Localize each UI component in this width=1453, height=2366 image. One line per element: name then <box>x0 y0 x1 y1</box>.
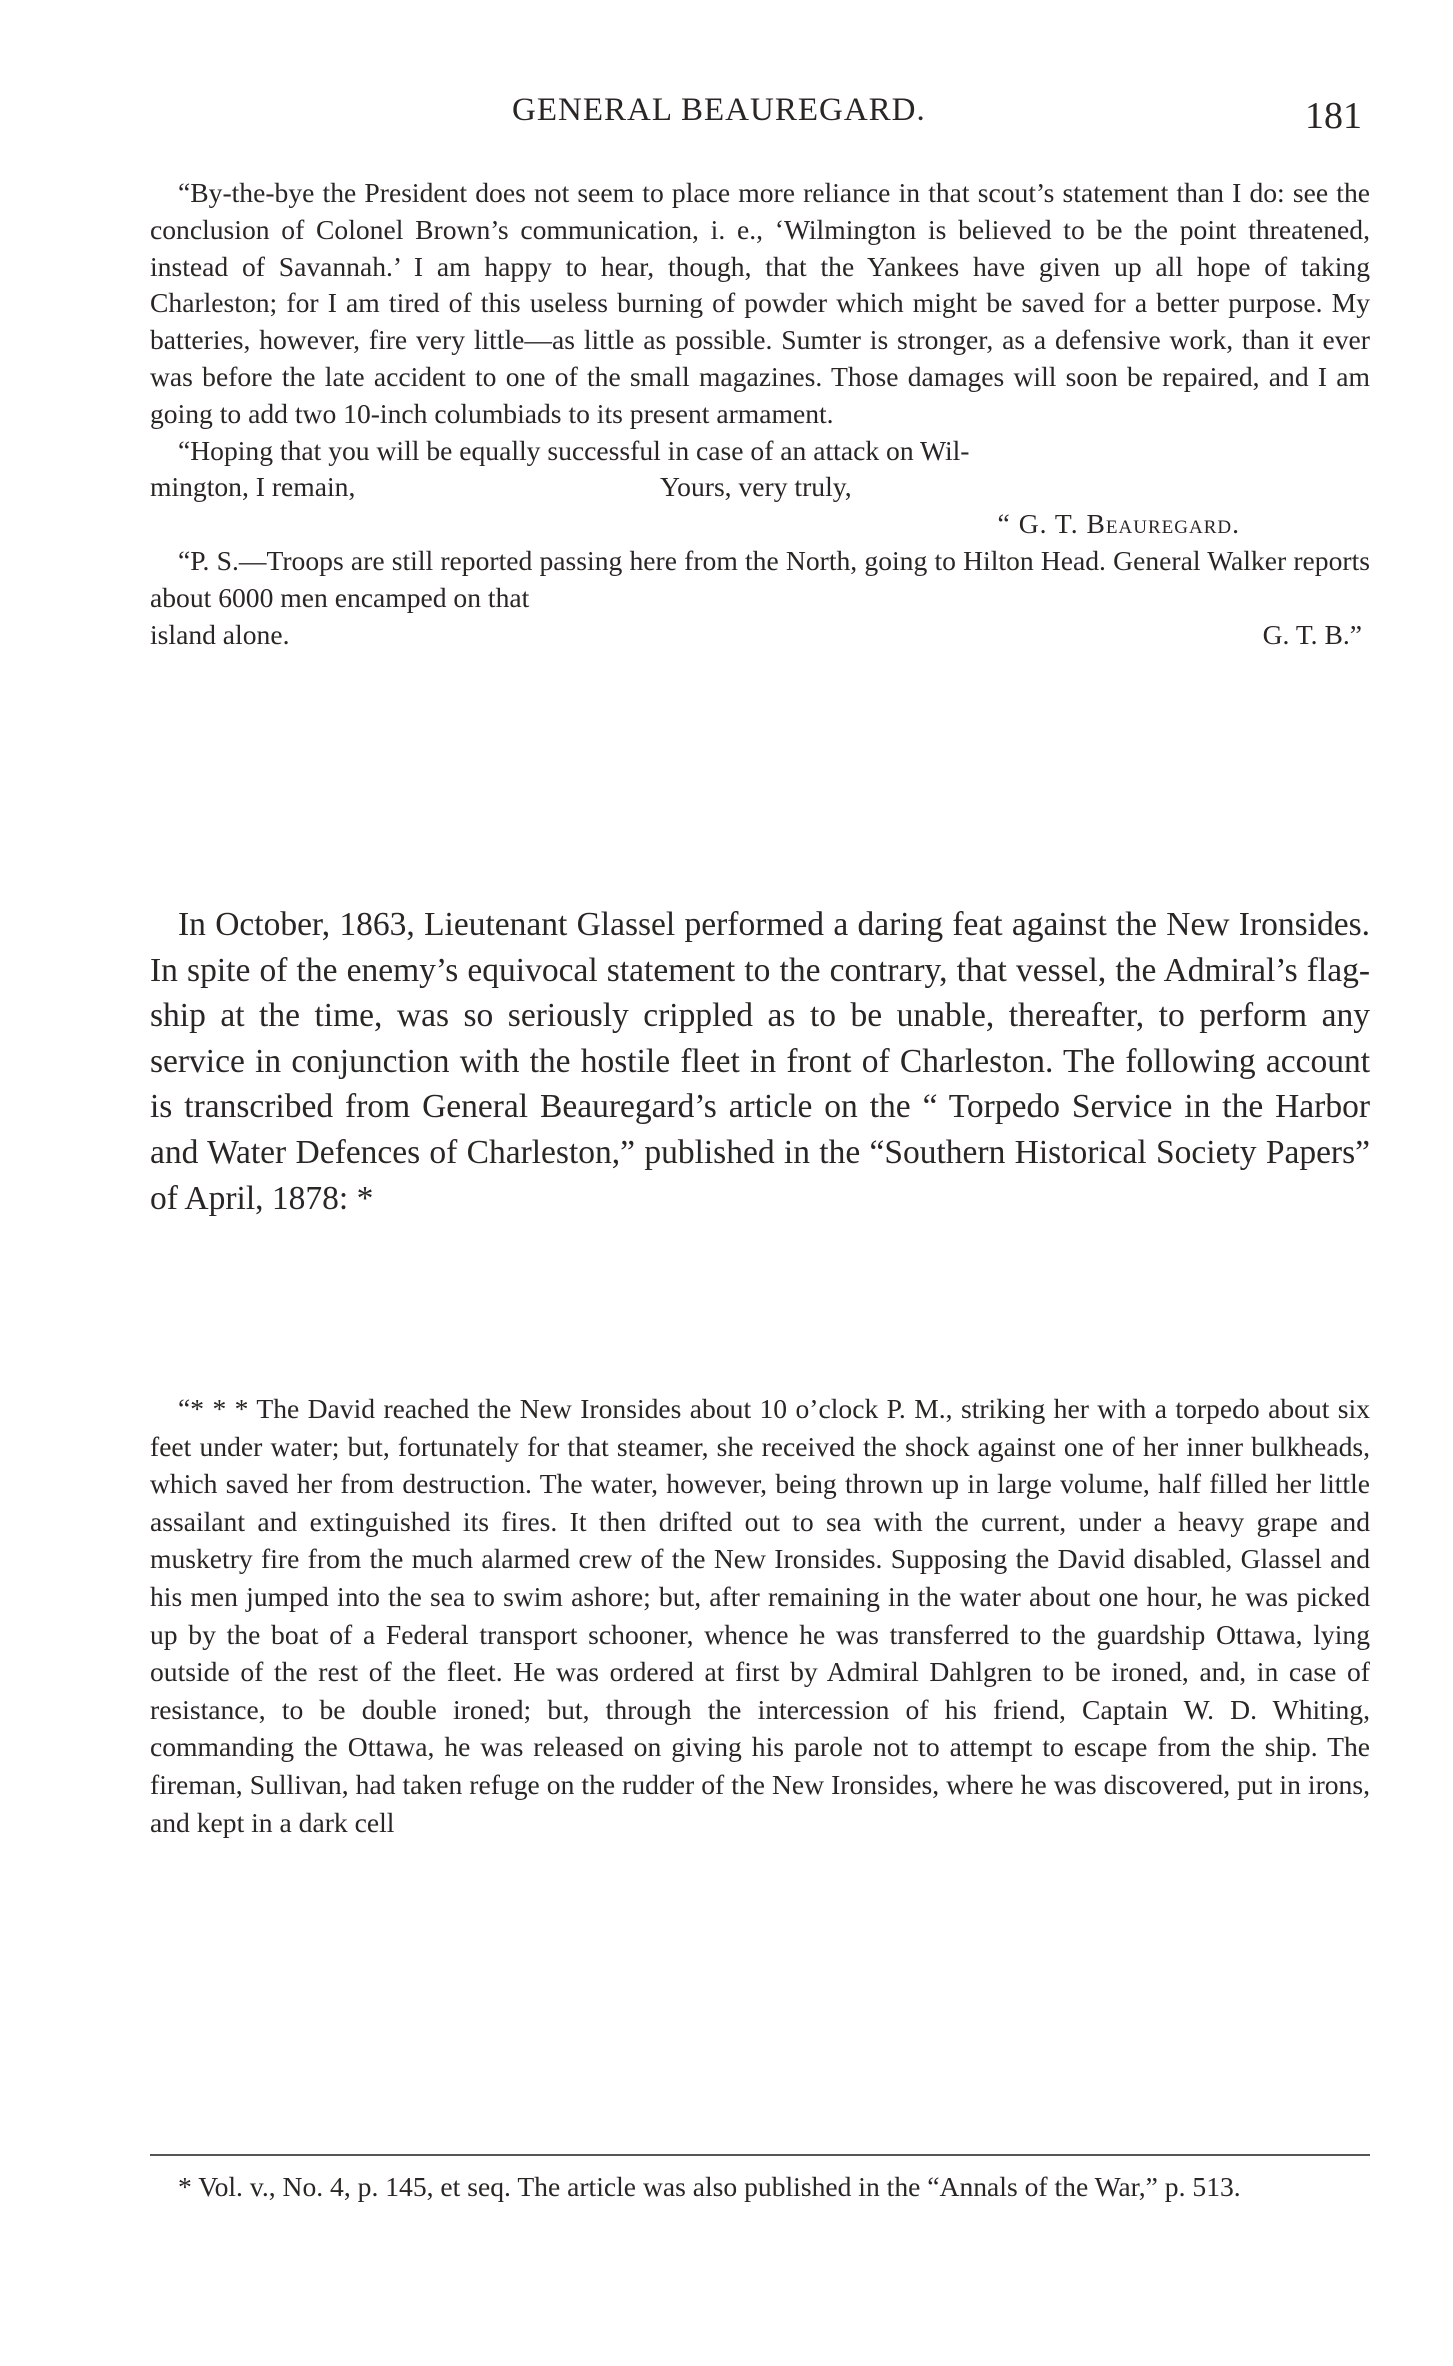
letter-paragraph-2-end: mington, I remain, <box>150 471 356 503</box>
letter-paragraph-1: “By-the-bye the President does not seem to place more reliance in that scout’s statement than I do: see the conclusion of Colonel Brown’s communication, i. e., ‘Wilmington is believed to be the point threatened, instead of Savannah.’ I am happy to hear, though, that the Yankees have given up all hope of taking Charleston; for I am tired of this useless burning of powder which might be saved for a better purpose. My batteries, however, fire very little—as little as possible. Sumter is stronger, as a defensive work, than it ever was before the late accident to one of the small magazines. Those damages will soon be repaired, and I am going to add two 10-inch columbiads to its present armament. <box>150 177 1370 429</box>
footnote-text: * Vol. v., No. 4, p. 145, et seq. The article was also published in the “Annals of the War,” p. 513. <box>178 2171 1241 2202</box>
postscript-end: island alone. <box>150 618 290 650</box>
letter-paragraph-2: “Hoping that you will be equally successful in case of an attack on Wil- <box>178 434 970 466</box>
body-paragraph: In October, 1863, Lieutenant Glassel performed a daring feat against the New Ironsides. In spite of the enemy’s equivocal statement to the contrary, that vessel, the Admiral’s flag-ship at the time, was so seriously crippled as to be unable, thereafter, to perform any service in conjunction with the hostile fleet in front of Charleston. The following account is transcribed from General Beauregard’s article on the “ Torpedo Service in the Harbor and Water Defences of Charleston,” published in the “Southern Historical Society Papers” of April, 1878: * <box>150 906 1370 1217</box>
postscript-last-line <box>150 617 1370 654</box>
footnote <box>150 2168 1370 2206</box>
running-head: GENERAL BEAUREGARD. <box>512 92 926 128</box>
postscript-initials: G. T. B.” <box>1262 618 1362 650</box>
letter-excerpt <box>150 175 1370 653</box>
letter-postscript: “P. S.—Troops are still reported passing here from the North, going to Hilton Head. General Walker reports about 6000 men encamped on that <box>150 544 1370 613</box>
block-quote <box>150 1390 1370 1841</box>
letter-signature: “ G. T. Beauregard. <box>997 508 1240 540</box>
footnote-rule <box>150 2154 1370 2156</box>
quote-paragraph: “* * * The David reached the New Ironsides about 10 o’clock P. M., striking her with a torpedo about six feet under water; but, fortunately for that steamer, she received the shock against one of her inner bulkheads, which saved her from destruction. The water, however, being thrown up in large volume, half filled her little assailant and extinguished its fires. It then drifted out to sea with the current, under a heavy grape and musketry fire from the much alarmed crew of the New Ironsides. Supposing the David disabled, Glassel and his men jumped into the sea to swim ashore; but, after remaining in the water about one hour, he was picked up by the boat of a Federal transport schooner, whence he was transferred to the guardship Ottawa, lying outside of the rest of the fleet. He was ordered at first by Admiral Dahlgren to be ironed, and, in case of resistance, to be double ironed; but, through the intercession of his friend, Captain W. D. Whiting, commanding the Ottawa, he was released on giving his parole not to attempt to escape from the ship. The fireman, Sullivan, had taken refuge on the rudder of the New Ironsides, where he was discovered, put in irons, and kept in a dark cell <box>150 1393 1370 1838</box>
letter-closing: Yours, very truly, <box>660 471 852 503</box>
page-header <box>150 88 1370 148</box>
page-number: 181 <box>1305 95 1362 137</box>
main-text <box>150 902 1370 1221</box>
letter-closing-line <box>150 469 1370 506</box>
